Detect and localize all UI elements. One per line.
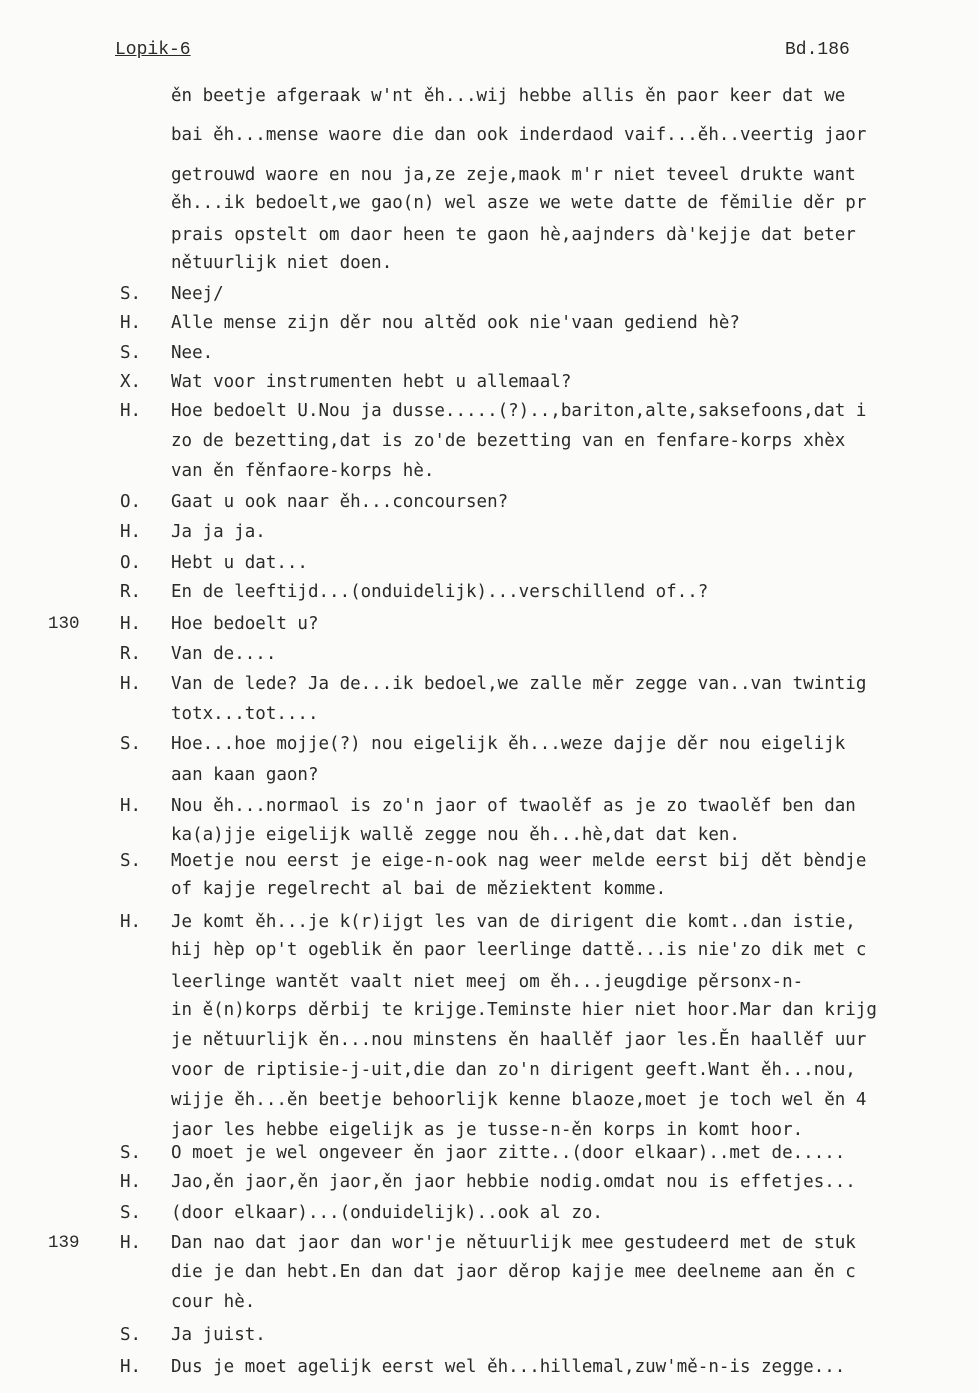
- utterance-text: wijje ěh...ěn beetje behoorlijk kenne blaoze,moet je toch wel ěn 4: [171, 1090, 867, 1110]
- utterance-text: Nou ěh...normaol is zo'n jaor of twaolěf as je zo twaolěf ben dan: [171, 796, 856, 816]
- utterance-text: Van de lede? Ja de...ik bedoel,we zalle měr zegge van..van twintig: [171, 674, 867, 694]
- utterance-text: bai ěh...mense waore die dan ook inderdaod vaif...ěh..veertig jaor: [171, 125, 867, 145]
- utterance-text: jaor les hebbe eigelijk as je tusse-n-ěn korps in komt hoor.: [171, 1120, 804, 1140]
- utterance-text: leerlinge wantět vaalt niet meej om ěh...jeugdige pěrsonx-n-: [171, 972, 804, 992]
- utterance-text: Hoe bedoelt u?: [171, 614, 319, 634]
- utterance-text: Hoe bedoelt U.Nou ja dusse.....(?)..,bariton,alte,saksefoons,dat i: [171, 401, 867, 421]
- utterance-text: totx...tot....: [171, 704, 319, 724]
- utterance-text: of kajje regelrecht al bai de měziektent komme.: [171, 879, 667, 899]
- utterance-text: Ja ja ja.: [171, 522, 266, 542]
- utterance-text: in ě(n)korps děrbij te krijge.Teminste hier niet hoor.Mar dan krijg: [171, 1000, 877, 1020]
- utterance-text: aan kaan gaon?: [171, 765, 319, 785]
- utterance-text: Alle mense zijn děr nou altěd ook nie'vaan gediend hè?: [171, 313, 740, 333]
- line-number: 130: [48, 614, 80, 634]
- speaker-label: R.: [120, 644, 142, 664]
- utterance-text: Ja juist.: [171, 1325, 266, 1345]
- speaker-label: S.: [120, 284, 142, 304]
- utterance-text: cour hè.: [171, 1292, 256, 1312]
- utterance-text: die je dan hebt.En dan dat jaor děrop kajje mee deelneme aan ěn c: [171, 1262, 856, 1282]
- utterance-text: getrouwd waore en nou ja,ze zeje,maok m'r niet teveel drukte want: [171, 165, 856, 185]
- speaker-label: X.: [120, 372, 142, 392]
- utterance-text: Gaat u ook naar ěh...concoursen?: [171, 492, 509, 512]
- utterance-text: zo de bezetting,dat is zo'de bezetting van en fenfare-korps xhèx: [171, 431, 846, 451]
- speaker-label: S.: [120, 1143, 142, 1163]
- speaker-label: H.: [120, 401, 142, 421]
- line-number: 139: [48, 1233, 80, 1253]
- speaker-label: S.: [120, 734, 142, 754]
- utterance-text: Neej/: [171, 284, 224, 304]
- speaker-label: O.: [120, 553, 142, 573]
- utterance-text: O moet je wel ongeveer ěn jaor zitte..(door elkaar)..met de.....: [171, 1143, 846, 1163]
- utterance-text: Jao,ěn jaor,ěn jaor,ěn jaor hebbie nodig.omdat nou is effetjes...: [171, 1172, 856, 1192]
- document-title: Lopik-6: [115, 40, 191, 60]
- utterance-text: nětuurlijk niet doen.: [171, 253, 393, 273]
- utterance-text: prais opstelt om daor heen te gaon hè,aajnders dà'kejje dat beter: [171, 225, 856, 245]
- speaker-label: O.: [120, 492, 142, 512]
- speaker-label: H.: [120, 796, 142, 816]
- utterance-text: Nee.: [171, 343, 214, 363]
- speaker-label: H.: [120, 912, 142, 932]
- speaker-label: H.: [120, 1233, 142, 1253]
- utterance-text: Dus je moet agelijk eerst wel ěh...hillemal,zuw'mě-n-is zegge...: [171, 1357, 846, 1377]
- speaker-label: H.: [120, 674, 142, 694]
- utterance-text: Hebt u dat...: [171, 553, 308, 573]
- utterance-text: ěn beetje afgeraak w'nt ěh...wij hebbe allis ěn paor keer dat we: [171, 86, 846, 106]
- utterance-text: hij hèp op't ogeblik ěn paor leerlinge dattě...is nie'zo dik met c: [171, 940, 867, 960]
- utterance-text: van ěn fěnfaore-korps hè.: [171, 461, 435, 481]
- speaker-label: H.: [120, 614, 142, 634]
- utterance-text: Moetje nou eerst je eige-n-ook nag weer melde eerst bij dět bèndje: [171, 851, 867, 871]
- utterance-text: Hoe...hoe mojje(?) nou eigelijk ěh...weze dajje děr nou eigelijk: [171, 734, 846, 754]
- speaker-label: H.: [120, 522, 142, 542]
- speaker-label: H.: [120, 1172, 142, 1192]
- utterance-text: Van de....: [171, 644, 277, 664]
- utterance-text: Dan nao dat jaor dan wor'je nětuurlijk mee gestudeerd met de stuk: [171, 1233, 856, 1253]
- speaker-label: H.: [120, 313, 142, 333]
- utterance-text: je nětuurlijk ěn...nou minstens ěn haallěf jaor les.Ěn haallěf uur: [171, 1030, 867, 1050]
- speaker-label: S.: [120, 851, 142, 871]
- speaker-label: S.: [120, 343, 142, 363]
- utterance-text: ěh...ik bedoelt,we gao(n) wel asze we wete datte de fěmilie děr pr: [171, 193, 867, 213]
- page-number: Bd.186: [785, 40, 850, 60]
- utterance-text: voor de riptisie-j-uit,die dan zo'n dirigent geeft.Want ěh...nou,: [171, 1060, 856, 1080]
- speaker-label: R.: [120, 582, 142, 602]
- utterance-text: Je komt ěh...je k(r)ijgt les van de dirigent die komt..dan istie,: [171, 912, 856, 932]
- speaker-label: S.: [120, 1325, 142, 1345]
- utterance-text: Wat voor instrumenten hebt u allemaal?: [171, 372, 572, 392]
- utterance-text: ka(a)jje eigelijk wallě zegge nou ěh...hè,dat dat ken.: [171, 825, 740, 845]
- utterance-text: En de leeftijd...(onduidelijk)...verschillend of..?: [171, 582, 709, 602]
- utterance-text: (door elkaar)...(onduidelijk)..ook al zo.: [171, 1203, 603, 1223]
- speaker-label: H.: [120, 1357, 142, 1377]
- speaker-label: S.: [120, 1203, 142, 1223]
